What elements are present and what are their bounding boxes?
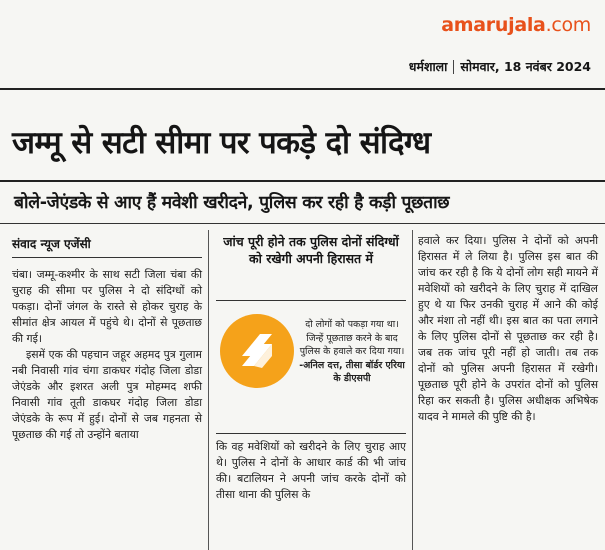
headline: जम्मू से सटी सीमा पर पकड़े दो संदिग्ध (12, 125, 431, 161)
paragraph-2: इसमें एक की पहचान जहूर अहमद पुत्र गुलाम नबी निवासी गांव चंगा डाकघर गंदोह जिला डोडा जेएंडके और इशरत अली पुत्र मोहम्मद शफी निवासी गांव तूती डाकघर गंदोह जिला डोडा जेएंडके के रूप में हुई। दोनों से जब गहनता से पूछताछ की गई तो उन्होंने बताया (12, 348, 202, 441)
amar-ujala-logo-icon (220, 314, 294, 388)
paragraph-3: कि वह मवेशियों को खरीदने के लिए चुराह आए थे। पुलिस ने दोनों के आधार कार्ड की भी जांच की। बटालियन ने अपनी जांच करके दोनों को तीसा थाना की पुलिस के (216, 440, 406, 501)
brand-suffix: .com (545, 14, 591, 36)
date-label: सोमवार, 18 नवंबर 2024 (460, 59, 591, 74)
paragraph-4: हवाले कर दिया। पुलिस ने दोनों को अपनी हिरासत में ले लिया है। पुलिस इस बात की जांच कर रही है कि ये दोनों लोग सही मायने में मवेशियों को खरीदने के लिए चुराह में दाखिल हुए थे या फिर उनकी चुराह में आने की कोई और मंशा तो नहीं थी। इस बात का पता लगाने के लिए पुलिस दोनों से पूछताछ कर रही है। जब तक जांच पूरी नहीं हो जाती। तब तक दोनों को पुलिस अपनी हिरासत में रखेगी। पूछताछ पूरी होने के उपरांत दोनों को पुलिस रिहा कर सकती है। पुलिस अधीक्षक अभिषेक यादव ने मामले की पुष्टि की है। (418, 234, 598, 423)
column-divider-2 (412, 230, 413, 550)
agency-byline: संवाद न्यूज एजेंसी (12, 237, 91, 251)
brand-main: amarujala (441, 14, 546, 36)
pull-quote-text: दो लोगों को पकड़ा गया था। जिन्हें पूछताछ करने के बाद पुलिस के हवाले कर दिया गया। (299, 319, 405, 357)
subheadline: बोले-जेएंडके से आए हैं मवेशी खरीदने, पुलिस कर रही है कड़ी पूछताछ (14, 193, 450, 213)
pull-quote-attribution: -अनिल दत्त, तीसा बॉर्डर एरिया के डीएसपी (299, 359, 405, 384)
logo-mark (220, 314, 294, 388)
byline-divider (12, 257, 202, 258)
paragraph-1: चंबा। जम्मू-कश्मीर के साथ सटी जिला चंबा की चुराह की सीमा पर पुलिस ने दो संदिग्धों को पकड़ा। दोनों जंगल के रास्ते से होकर चुराह के सीमांत क्षेत्र आयल में पहुंचे थे। दोनों से पूछताछ की गई। (12, 268, 202, 345)
pull-divider-top (216, 300, 406, 301)
city-label: धर्मशाला (408, 59, 448, 74)
column-2 (216, 439, 406, 503)
headline-divider (0, 180, 605, 182)
pull-headline: जांच पूरी होने तक पुलिस दोनों संदिग्धों को रखेगी अपनी हिरासत में (223, 234, 399, 266)
column-1 (12, 267, 202, 443)
top-divider (0, 88, 605, 90)
subheadline-divider (0, 223, 605, 224)
dateline (409, 58, 591, 75)
pull-quote (298, 318, 406, 386)
column-3 (418, 233, 598, 425)
column-divider-1 (208, 230, 209, 550)
brand-logo-text (441, 14, 591, 36)
dateline-separator (453, 60, 454, 74)
pull-divider-bottom (216, 433, 406, 434)
